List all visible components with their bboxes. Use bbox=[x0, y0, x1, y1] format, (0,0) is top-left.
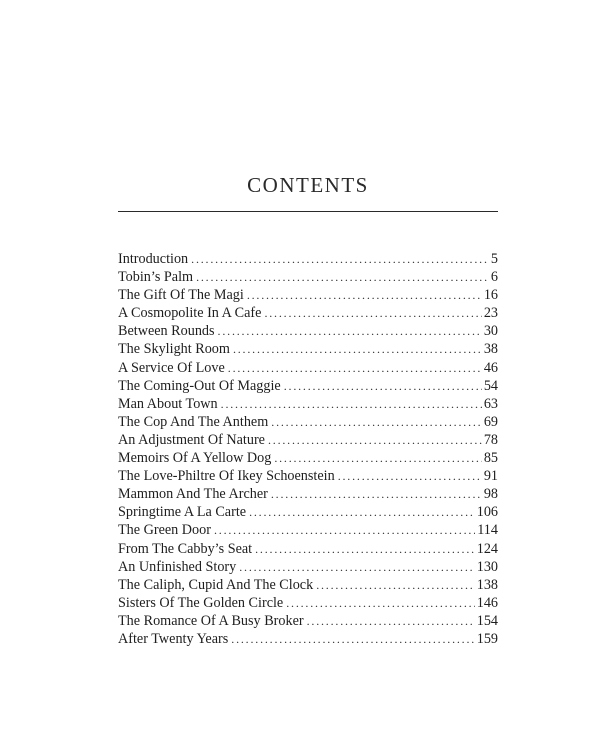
title-divider bbox=[118, 211, 498, 212]
toc-entry-title: Man About Town bbox=[118, 395, 218, 412]
toc-leader-dots bbox=[239, 558, 474, 576]
toc-entry-title: Between Rounds bbox=[118, 323, 215, 340]
toc-entry-page: 91 bbox=[483, 468, 498, 485]
toc-entry bbox=[118, 540, 498, 558]
toc-entry-title: An Unfinished Story bbox=[118, 558, 237, 575]
toc-leader-dots bbox=[233, 340, 482, 358]
toc-entry-title: Springtime A La Carte bbox=[118, 504, 247, 521]
toc-entry-title: From The Cabby’s Seat bbox=[118, 540, 253, 557]
toc-leader-dots bbox=[228, 359, 482, 377]
toc-entry bbox=[118, 304, 498, 322]
toc-entry-page: 124 bbox=[476, 540, 498, 557]
toc-entry-title: After Twenty Years bbox=[118, 630, 229, 647]
toc-entry-title: The Coming-Out Of Maggie bbox=[118, 377, 281, 394]
toc-entry bbox=[118, 322, 498, 340]
toc-leader-dots bbox=[255, 540, 475, 558]
toc-entry bbox=[118, 431, 498, 449]
toc-leader-dots bbox=[249, 503, 475, 521]
page-title: CONTENTS bbox=[247, 173, 369, 197]
toc-leader-dots bbox=[307, 612, 475, 630]
toc-entry-title: Memoirs Of A Yellow Dog bbox=[118, 450, 272, 467]
toc-entry bbox=[118, 377, 498, 395]
toc-entry-title: Tobin’s Palm bbox=[118, 269, 194, 286]
toc-entry-page: 78 bbox=[483, 431, 498, 448]
toc-entry-title: A Cosmopolite In A Cafe bbox=[118, 305, 262, 322]
toc-entry-title: The Green Door bbox=[118, 522, 211, 539]
toc-entry-page: 138 bbox=[476, 576, 498, 593]
toc-entry-page: 6 bbox=[490, 269, 498, 286]
toc-entry bbox=[118, 594, 498, 612]
toc-entry-page: 46 bbox=[483, 359, 498, 376]
toc-entry-page: 69 bbox=[483, 413, 498, 430]
toc-entry-page: 63 bbox=[483, 395, 498, 412]
toc-entry-title: The Romance Of A Busy Broker bbox=[118, 612, 304, 629]
toc-entry bbox=[118, 521, 498, 539]
toc-entry-page: 146 bbox=[476, 594, 498, 611]
toc-entry-page: 54 bbox=[483, 377, 498, 394]
toc-entry-title: The Cop And The Anthem bbox=[118, 413, 269, 430]
toc-entry bbox=[118, 413, 498, 431]
toc-entry bbox=[118, 503, 498, 521]
toc-entry bbox=[118, 630, 498, 648]
toc-entry bbox=[118, 612, 498, 630]
toc-entry bbox=[118, 449, 498, 467]
toc-entry bbox=[118, 250, 498, 268]
toc-entry-title: Sisters Of The Golden Circle bbox=[118, 594, 284, 611]
toc-entry-page: 38 bbox=[483, 341, 498, 358]
toc-leader-dots bbox=[338, 467, 482, 485]
toc-entry bbox=[118, 395, 498, 413]
toc-entry-page: 114 bbox=[477, 522, 498, 539]
toc-leader-dots bbox=[247, 286, 482, 304]
toc-entry bbox=[118, 359, 498, 377]
toc-entry-title: The Gift Of The Magi bbox=[118, 287, 244, 304]
toc-leader-dots bbox=[218, 322, 482, 340]
toc-entry-title: The Caliph, Cupid And The Clock bbox=[118, 576, 314, 593]
toc-leader-dots bbox=[316, 576, 475, 594]
toc-leader-dots bbox=[271, 413, 482, 431]
toc-entry-page: 106 bbox=[476, 504, 498, 521]
toc-leader-dots bbox=[268, 431, 482, 449]
toc-leader-dots bbox=[264, 304, 481, 322]
toc-entry bbox=[118, 558, 498, 576]
toc-entry-page: 159 bbox=[476, 630, 498, 647]
toc-leader-dots bbox=[231, 630, 474, 648]
toc-entry-page: 130 bbox=[476, 558, 498, 575]
toc-entry-page: 85 bbox=[483, 450, 498, 467]
toc-entry bbox=[118, 576, 498, 594]
toc-entry-title: The Love-Philtre Of Ikey Schoenstein bbox=[118, 468, 335, 485]
toc-entry bbox=[118, 340, 498, 358]
toc-entry bbox=[118, 268, 498, 286]
toc-entry bbox=[118, 286, 498, 304]
toc-entry-page: 16 bbox=[483, 287, 498, 304]
toc-entry-page: 5 bbox=[490, 251, 498, 267]
toc-leader-dots bbox=[286, 594, 474, 612]
toc-leader-dots bbox=[221, 395, 482, 413]
toc-leader-dots bbox=[271, 485, 482, 503]
toc-entry-page: 30 bbox=[483, 323, 498, 340]
toc-entry-page: 23 bbox=[483, 305, 498, 322]
toc-entry-page: 98 bbox=[483, 486, 498, 503]
toc-entry-title: Mammon And The Archer bbox=[118, 486, 268, 503]
toc-leader-dots bbox=[284, 377, 482, 395]
toc-leader-dots bbox=[191, 250, 489, 268]
toc-entry-page: 154 bbox=[476, 612, 498, 629]
toc-leader-dots bbox=[196, 268, 489, 286]
toc-entry bbox=[118, 467, 498, 485]
table-of-contents bbox=[118, 250, 498, 648]
toc-entry-title: An Adjustment Of Nature bbox=[118, 431, 265, 448]
toc-entry-title: Introduction bbox=[118, 251, 189, 267]
toc-entry-title: A Service Of Love bbox=[118, 359, 225, 376]
toc-leader-dots bbox=[214, 521, 475, 539]
toc-entry bbox=[118, 485, 498, 503]
toc-leader-dots bbox=[274, 449, 481, 467]
toc-entry-title: The Skylight Room bbox=[118, 341, 230, 358]
